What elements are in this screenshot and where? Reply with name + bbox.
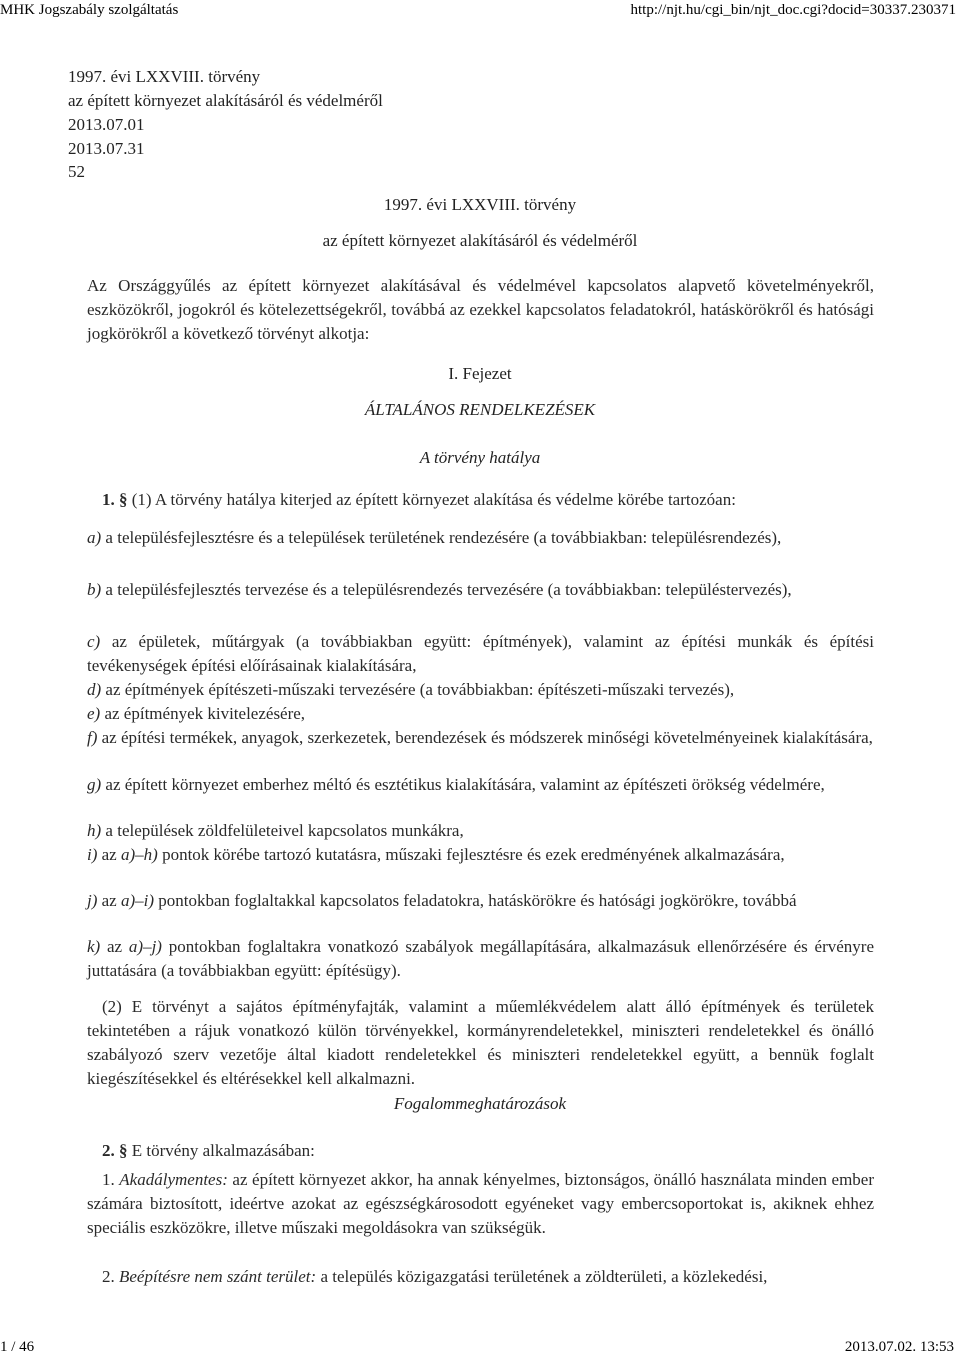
meta-law-subtitle: az épített környezet alakításáról és védelméről (68, 91, 383, 110)
point-prefix: az (100, 937, 129, 956)
definition-text: a település közigazgatási területének a zöldterületi, a közlekedési, (316, 1267, 768, 1286)
meta-effective-from: 2013.07.01 (68, 115, 145, 134)
point-label: f) (87, 728, 98, 747)
point-text: az építési termékek, anyagok, szerkezetek, berendezések és módszerek minőségi követelményeinek kialakítására, (97, 728, 873, 747)
point-label: d) (87, 680, 102, 699)
point-text: pontokban foglaltakra vonatkozó szabályok megállapítására, alkalmazásuk ellenőrzésére és érvényre juttatására (a továbbiakban együtt: építésügy). (87, 937, 875, 980)
point-text: pontokban foglaltakkal kapcsolatos feladatokra, hatáskörökre és hatósági jogkörökre, továbbá (154, 891, 797, 910)
point-k (87, 935, 874, 983)
section-2-title: Fogalommeghatározások (393, 1094, 567, 1113)
point-label: a) (87, 528, 102, 547)
point-g (87, 773, 874, 797)
doc-subtitle: az épített környezet alakításáról és védelméről (322, 231, 638, 250)
point-text: az építmények építészeti-műszaki tervezésére (a továbbiakban: építészeti-műszaki tervezés), (101, 680, 735, 699)
point-text: pontok körébe tartozó kutatásra, műszaki fejlesztésre és ezek eredményének alkalmazására, (157, 845, 785, 864)
point-text: a települések zöldfelületeivel kapcsolatos munkákra, (101, 821, 464, 840)
point-label: i) (87, 845, 98, 864)
point-label: k) (87, 937, 101, 956)
point-d (87, 678, 874, 702)
chapter-number: I. Fejezet (448, 364, 512, 383)
point-text: az épített környezet emberhez méltó és esztétikus kialakítására, valamint az építészeti örökség védelmére, (101, 775, 825, 794)
meta-law-title: 1997. évi LXXVIII. törvény (68, 67, 261, 86)
preamble: Az Országgyűlés az épített környezet alakításával és védelmével kapcsolatos alapvető követelményekről, eszközökről, jogokról és kötelezettségekről, továbbá az ezekkel kapcsolatos feladatokról, hatáskörökről és hatósági jogkörökről a következő törvényt alkotja: (87, 276, 874, 343)
meta-effective-to: 2013.07.31 (68, 139, 145, 158)
header-url: http://njt.hu/cgi_bin/njt_doc.cgi?docid=30337.230371 (630, 2, 956, 18)
section-1-intro (87, 488, 874, 512)
definition-1 (87, 1168, 874, 1240)
definition-text: az épített környezet akkor, ha annak kényelmes, biztonságos, önálló használata minden ember számára biztosított, ideértve azokat az egészségkárosodott egyéneket vagy embercsoportokat is, akiknek ehhez speciális eszközökre, illetve műszaki megoldásokra van szükségük. (87, 1170, 875, 1237)
meta-version: 52 (68, 162, 85, 181)
section-2-number: 2. § (102, 1141, 128, 1160)
section-title: A törvény hatálya (419, 448, 541, 467)
section-2-text: E törvény alkalmazásában: (127, 1141, 315, 1160)
point-label: e) (87, 704, 101, 723)
point-j (87, 889, 874, 913)
section-1-text: (1) A törvény hatálya kiterjed az épített környezet alakítása és védelme körébe tartozóan: (127, 490, 736, 509)
point-label: c) (87, 632, 101, 651)
point-reference: a)–i) (120, 891, 155, 910)
point-prefix: az (97, 891, 121, 910)
section-2-intro (87, 1139, 874, 1163)
section-1-number: 1. § (102, 490, 128, 509)
print-timestamp: 2013.07.02. 13:53 (844, 1339, 954, 1355)
point-label: h) (87, 821, 102, 840)
point-b (87, 578, 874, 602)
point-text: a településfejlesztés tervezése és a településrendezés tervezésére (a továbbiakban: településtervezés), (101, 580, 792, 599)
definition-term: Akadálymentes: (119, 1170, 228, 1189)
point-label: g) (87, 775, 102, 794)
point-i (87, 843, 874, 867)
header-site-name: MHK Jogszabály szolgáltatás (0, 2, 179, 18)
point-c (87, 630, 874, 678)
point-text: a településfejlesztésre és a települések területének rendezésére (a továbbiakban: településrendezés), (101, 528, 782, 547)
definition-term: Beépítésre nem szánt terület: (119, 1267, 317, 1286)
point-a (87, 526, 874, 550)
page-number: 1 / 46 (0, 1339, 35, 1355)
point-reference: a)–h) (120, 845, 158, 864)
doc-title: 1997. évi LXXVIII. törvény (383, 195, 577, 214)
point-h (87, 819, 874, 843)
definition-number: 1. (102, 1170, 115, 1189)
point-f (87, 726, 874, 750)
point-reference: a)–j) (128, 937, 162, 956)
point-prefix: az (97, 845, 121, 864)
point-label: b) (87, 580, 102, 599)
point-label: j) (87, 891, 98, 910)
point-text: az épületek, műtárgyak (a továbbiakban együtt: építmények), valamint az építési munkák és építési tevékenységek építési előírásainak kialakítására, (87, 632, 874, 675)
section-1-paragraph-2: (2) E törvényt a sajátos építményfajták, valamint a műemlékvédelem alatt álló építmények és területek tekintetében a rájuk vonatkozó külön törvényekkel, kormányrendeletekkel, miniszteri rendeletekkel és önálló szabályozó szerv vezetője által kiadott rendeletekkel és miniszteri rendeletekkel együtt, a bennük foglalt kiegészítésekkel és eltérésekkel kell alkalmazni. (87, 997, 874, 1088)
point-e (87, 702, 874, 726)
definition-2 (87, 1265, 874, 1289)
definition-number: 2. (102, 1267, 115, 1286)
point-text: az építmények kivitelezésére, (100, 704, 306, 723)
chapter-title: ÁLTALÁNOS RENDELKEZÉSEK (364, 400, 596, 419)
